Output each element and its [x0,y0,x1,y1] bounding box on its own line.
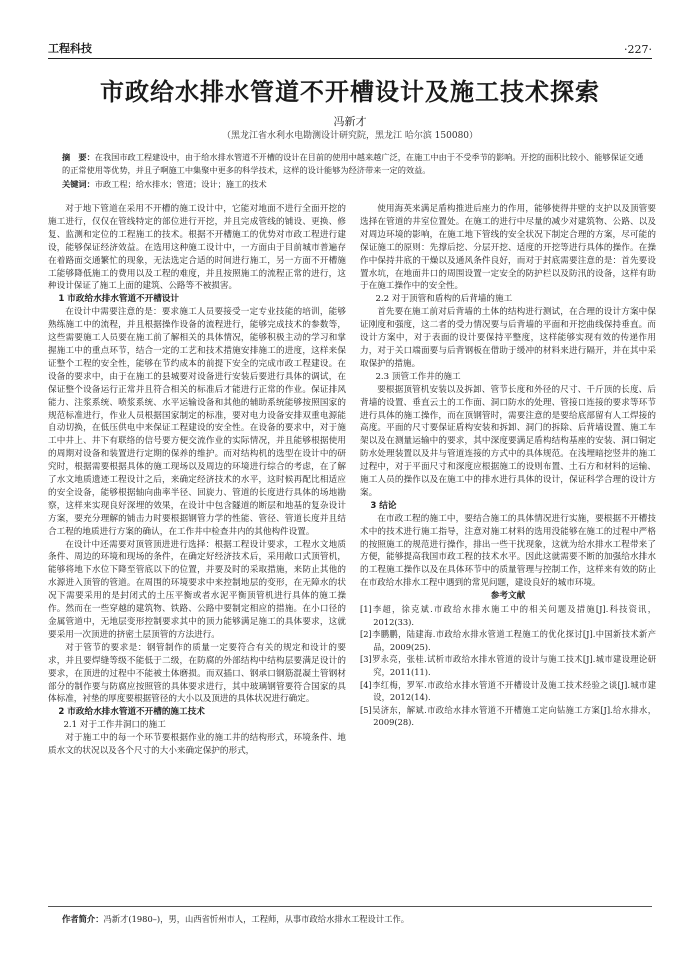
right-column [360,203,656,729]
paragraph: 在设计中还需要对顶管顶进进行选择：根据工程设计要求，工程水文地质条件、周边的环境和现场的条件，在确定好经济技术后，采用敞口式顶管机，能够将地下水位下降至管底以下的位置，并要及时的采取措施，来防止其他的水源进入顶管的管道。在周围的环境要求中来控制地层的变形，在无障水的状况下需要采用的是封闭式的土压平衡或者水泥平衡顶管机进行具体的施工操作。然而在一些穿越的建筑物、铁路、公路中要制定相应的措施。在小口径的金属管道中，无地层变形控制要求其中的顶力能够满足施工的具体要求，这就要采用一次顶进的挤密土层顶管的方法进行。 [48,539,346,640]
abstract-text: 在我国市政工程建设中，由于给水排水管道不开槽的设计在目前的使用中越来越广泛，在施工中由于不受季节的影响。开挖的面积比较小、能够保证交通的正常使用等优势，并且子啊施工中集聚中更多的科学技术，这样的设计能够为经济带来一定的效益。 [62,152,644,175]
paragraph: 在市政工程的施工中，要结合施工的具体情况进行实施，要根据不开槽技术中的技术进行施工指导，注意对施工材料的选用没能够在施工的过程中严格的按照施工的规范进行操作，排出一些干扰现象，这就为给水排水工程带来了方便，能够提高我国市政工程的技术水平。因此这就需要不断的加强给水排水的工程施工操作以及在具体环节中的质量管理与控制工作，这样来有效的防止在市政给水排水工程中遇到的常见问题，建设良好的城市环境。 [360,513,656,589]
reference-item: [5]吴济东，解斌.市政给水排水管道不开槽施工定向钻施工方案[J].给水排水，2009(28). [360,704,656,728]
section-heading-3: 3 结论 [370,500,397,511]
references-title: 参考文献 [490,591,526,602]
paragraph: 对于地下管道在采用不开槽的施工设计中，它能对地面不进行全面开挖的施工进行，仅仅在管线特定的部位进行开挖，并且完成管线的铺设、更换、修复、监测和定位的工程施工的技术。根据不开槽施工的优势对市政工程进行建设，能够保证经济效益。在选用这种施工设计中，一方面由于目前城市普遍存在着路面交通繁忙的现象，无法选定合适的时间进行施工，另一方面不开槽施工能够降低施工的费用以及工程的难度，并且按照施工的流程正常的进行，这种设计保证了施工上面的建筑、公路等不被损害。 [48,204,346,292]
section-heading-2: 2 市政给水排水管道不开槽的施工技术 [58,707,205,718]
reference-item: [3]罗永亮，张桂.试析市政给水排水管道的设计与施工技术[J].城市建设理论研究，2011(11). [360,654,656,678]
subsection-heading-2-2: 2.2 对于顶管和盾构的后背墙的施工 [375,294,513,305]
paragraph: 对于施工中的每一个环节要根据作业的施工井的结构形式，环境条件、地质水文的状况以及各个尺寸的大小来确定保护的形式， [48,733,346,757]
footnote-text: 冯新才(1980–)，男，山西省忻州市人，工程师，从事市政给水排水工程设计工作。 [103,914,410,924]
article-title: 市政给水排水管道不开槽设计及施工技术探索 [100,77,600,106]
reference-item: [1]李超，徐克斌.市政给水排水施工中的相关问题及措施[J].科技资讯，2012(33). [360,604,656,627]
author-bio-footnote [62,913,652,925]
paragraph: 要根据顶管机安装以及拆卸、管节长度和外径的尺寸、千斤顶的长度、后背墙的设置、垂直云土的工作面、洞口防水的处理、管接口连接的要求等环节进行具体的施工操作，而在顶钢管时，需要注意的是要给底部留有人工焊接的高度。平面的尺寸要保证盾构安装和拆卸、洞门的拆除、后背墙设置、施工车架以及在测量运输中的要求，其中深度要满足盾构结构基座的安装、洞口铜定防水处理装置以及井与管道连接的方式中的具体规范。在浅埋暗挖竖井的施工过程中，对于平面尺寸和深度应根据施工的设则布置、土石方和材料的运输、施工人员的操作以及在施工中的排水进行具体的设计，保证科学合理的设计方案。 [360,384,656,498]
section-heading-1: 1 市政给水排水管道不开槽设计 [58,294,180,305]
header-rule [48,58,652,59]
abstract-block [62,151,650,191]
journal-name: 工程科技 [48,42,92,55]
paragraph: 使用海英来满足盾构推进后座力的作用，能够使得井壁的支护以及顶管要选择在管道的井室位置处。在施工的进行中尽量的减少对建筑物、公路、以及对周边环境的影响，在施工地下管线的安全状况下制定合理的方案，尽可能的保证施工的原则：先撑后挖、分层开挖、适度的开挖等进行具体的操作。在操作中保持井底的干燥以及通风条件良好，而对于封底需要注意的是：首先要设置水坑，在地面井口的周围设置一定安全的防护栏以及防汛的设备，这样有助于在施工操作中的安全性。 [360,204,656,292]
left-column [48,203,346,758]
keywords [62,178,650,191]
paragraph: 在设计中需要注意的是：要求施工人员要接受一定专业技能的培训，能够熟练施工中的流程，并且根据操作设备的流程进行，能够完成技术的参数等，这些需要施工人员要在施工前了解相关的具体情况，能够积极主动的学习和掌握施工中的重点环节，结合一定的工艺和技术措施安排施工的进度，这样来保证整个工程的安全性，能够在节约成本的前提下安全的完成市政工程建设。在设备的要求中，由于在施工的县城要对设备进行安装后要进行具体的调试，在保证整个设备运行正常并且符合相关的标准后才能进行正常的作业。保证排风能力、注浆系统、喷浆系统、水平运输设备和其他的辅助系统能够按照国家的规范标准进行，作业人员根据国家制定的标准，要对电力设备安排双重电源能自动切换，在低压供电中来保证工程建设的安全性。在设备的要求中，对于施工中井上、井下有联络的信号要方便交流作业的实际情况，并且能够根据使用的周期对设备和装置进行定期的保养的维护。而对结构机的选型在设计中的研究时，根据需要根据具体的施工现场以及周边的环境进行综合的考虑，在了解了水文地质遗迹工程设计之后，来确定经济技术的水平，这时候再配比相适应的安全设备，能够根据轴向曲率半径、回旋力、管道的长度进行具体的场地勘察，这样来实现良好深埋的效果，在设计中包含隧道的断层和地基的复杂设计方案，要充分理解的铺击力时要根据钢管力学的性能、管径、管道长度并且结合工程的地质进行方案的确认，在工作井中检查井内的其他构件设置。 [48,307,346,537]
subsection-heading-2-1: 2.1 对于工作井洞口的施工 [63,720,166,731]
abstract [62,151,650,177]
author-name: 冯新才 [333,115,367,128]
footnote-label: 作者简介： [62,914,104,924]
abstract-label: 摘 要： [62,152,95,162]
page-number: ·227· [624,43,652,56]
footnote-rule [48,906,652,907]
reference-item: [4]李红梅，罗军.市政给水排水管道不开槽设计及施工技术经验之谈[J].城市建设，2012(14). [360,679,656,703]
paragraph: 首先要在施工前对后背墙的土体的结构进行测试，在合理的设计方案中保证刚度和强度，这二者的受力情况要与后背墙的平面和开挖曲线保持垂直。而设计方案中，对于表面的设计要保持平整度，这样能够实现有效的传递作用力，对于关口端面要与后背钢板在借助于缓冲的材料来进行隔开，并在其中采取保护的措施。 [360,307,656,369]
running-head [48,36,652,56]
reference-item: [2]李鹏鹏，陆建海.市政给水排水管道工程施工的优化探讨[J].中国新技术新产品，2009(25). [360,629,656,652]
keywords-label: 关键词： [62,179,95,189]
paragraph: 对于管节的要求是：钢管制作的质量一定要符合有关的规定和设计的要求，并且要焊缝等级不能低于二级，在防腐的外部结构中结构层要满足设计的要求，在顶进的过程中不能被土体磨损。而双插口、钢承口钢筋混凝土管钢材部分的制作要与防腐应按照管的具体要求进行，其中玻璃钢管要符合国家的具体标准，衬垫的厚度要根据管径的大小以及顶进的具体状况进行确定。 [48,642,346,705]
author-affiliation: （黑龙江省水利水电勘测设计研究院，黑龙江 哈尔滨 150080） [221,131,479,141]
subsection-heading-2-3: 2.3 顶管工作井的施工 [375,371,461,382]
keywords-text: 市政工程；给水排水；管道；设计；施工的技术 [94,179,267,189]
